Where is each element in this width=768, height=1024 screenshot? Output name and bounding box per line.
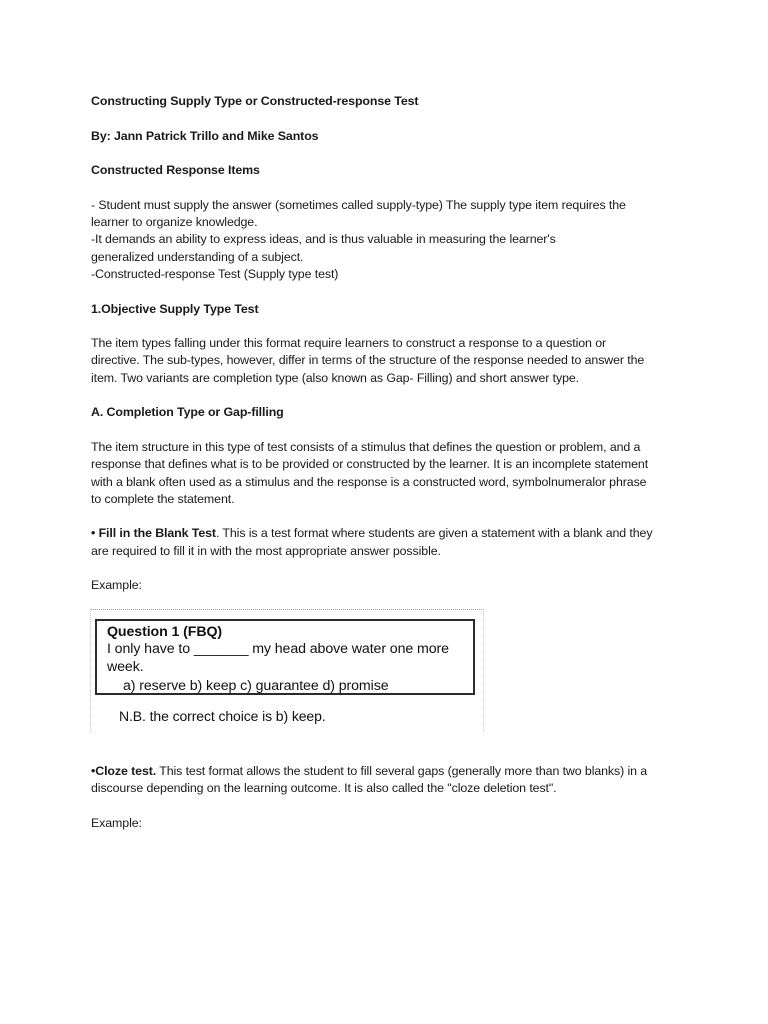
intro-line: learner to organize knowledge. xyxy=(91,215,258,230)
objective-line: The item types falling under this format require learners to construct a response to a question or xyxy=(91,336,607,351)
objective-line: item. Two variants are completion type (also known as Gap- Filling) and short answer type. xyxy=(91,370,579,385)
fill-blank-line: are required to fill it in with the most appropriate answer possible. xyxy=(91,543,441,558)
cloze-text: This test format allows the student to fill several gaps (generally more than two blanks) in a xyxy=(156,763,648,778)
completion-heading: A. Completion Type or Gap-filling xyxy=(91,405,284,420)
document-title: Constructing Supply Type or Constructed-response Test xyxy=(91,94,419,108)
fbq-example-figure xyxy=(90,609,484,732)
cloze-paragraph xyxy=(91,763,681,798)
section-heading: Constructed Response Items xyxy=(91,163,260,178)
fill-blank-label: • Fill in the Blank Test xyxy=(91,526,216,541)
cloze-line xyxy=(91,763,681,780)
completion-paragraph xyxy=(91,439,681,508)
completion-line: The item structure in this type of test consists of a stimulus that defines the question or problem, and a xyxy=(91,439,641,454)
objective-heading: 1.Objective Supply Type Test xyxy=(91,301,259,316)
completion-line: with a blank often used as a stimulus and the response is a constructed word, symbolnumeralor phrase xyxy=(91,474,647,489)
fbq-title: Question 1 (FBQ) xyxy=(107,623,223,640)
example-label: Example: xyxy=(91,815,142,830)
fbq-stem-line: week. xyxy=(107,658,144,675)
fbq-options: a) reserve b) keep c) guarantee d) promise xyxy=(123,678,389,695)
intro-line: -It demands an ability to express ideas, and is thus valuable in measuring the learner's xyxy=(91,232,556,247)
example-label: Example: xyxy=(91,578,142,593)
fill-blank-line xyxy=(91,525,681,542)
completion-line: to complete the statement. xyxy=(91,491,235,506)
document-body xyxy=(91,93,681,832)
fill-blank-text: . This is a test format where students are given a statement with a blank and they xyxy=(215,526,653,541)
fbq-question-box xyxy=(95,619,475,695)
intro-paragraph xyxy=(91,197,681,283)
fbq-answer-note: N.B. the correct choice is b) keep. xyxy=(119,707,326,724)
intro-line: - Student must supply the answer (sometimes called supply-type) The supply type item requires the xyxy=(91,197,626,212)
objective-line: directive. The sub-types, however, differ in terms of the structure of the response needed to answer the xyxy=(91,353,645,368)
fbq-stem-line: I only have to _______ my head above water one more xyxy=(107,641,449,658)
byline: By: Jann Patrick Trillo and Mike Santos xyxy=(91,128,319,143)
cloze-label: •Cloze test. xyxy=(91,763,157,778)
fill-blank-paragraph xyxy=(91,525,681,560)
objective-paragraph xyxy=(91,335,681,387)
cloze-line: discourse depending on the learning outcome. It is also called the "cloze deletion test". xyxy=(91,780,557,795)
intro-line: generalized understanding of a subject. xyxy=(91,249,304,264)
completion-line: response that defines what is to be provided or constructed by the learner. It is an incomplete statement xyxy=(91,457,649,472)
intro-line: -Constructed-response Test (Supply type test) xyxy=(91,266,339,281)
